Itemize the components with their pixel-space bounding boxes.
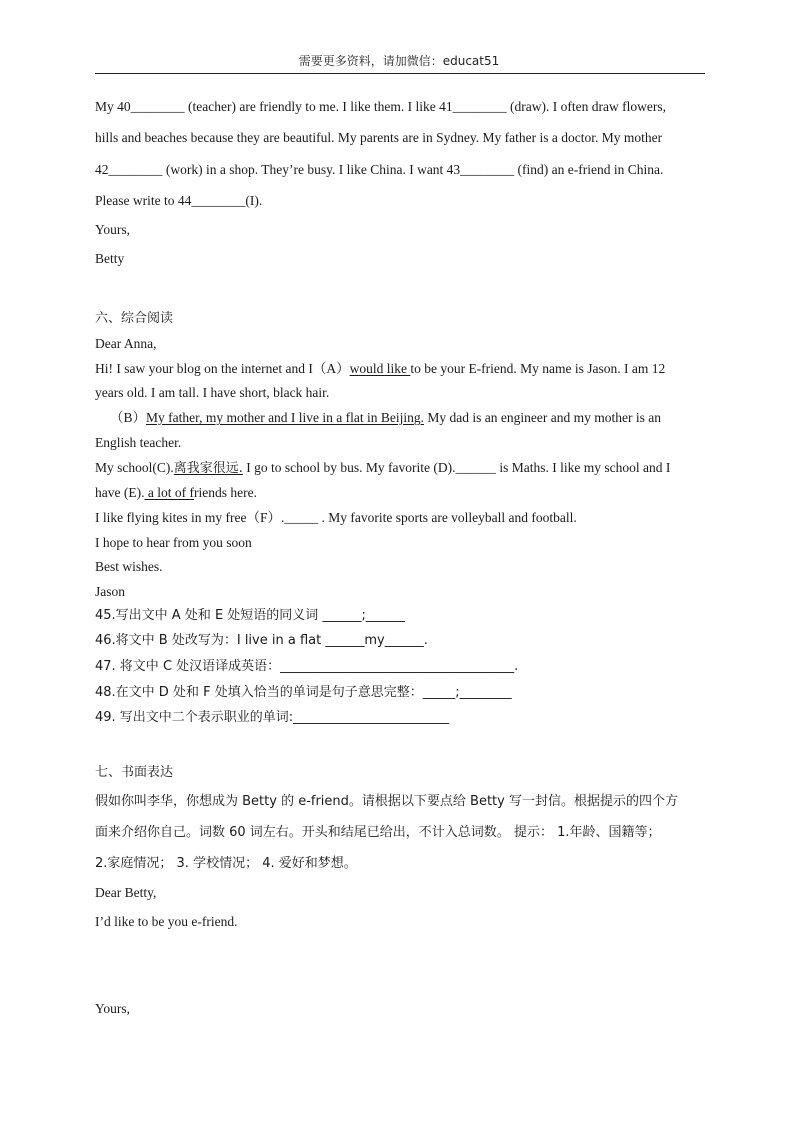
reading-p3b-rest: riends here. (193, 485, 257, 500)
reading-p3-pre: My school(C). (95, 460, 174, 475)
reading-signature: Jason (95, 584, 125, 599)
reading-paragraph-6: Best wishes. (95, 559, 163, 574)
reading-paragraph-1 (95, 362, 665, 376)
question-45: 45.写出文中 A 处和 E 处短语的同义词 ______;______ (95, 608, 405, 623)
writing-instruction-3: 2.家庭情况； 3. 学校情况； 4. 爱好和梦想。 (95, 856, 357, 871)
reading-mark-b: My father, my mother and I live in a flat in Beijing. (146, 410, 425, 425)
question-46: 46.将文中 B 处改写为：I live in a flat ______my______. (95, 633, 428, 648)
question-47: 47. 将文中 C 处汉语译成英语：____________________________________. (95, 659, 519, 674)
reading-p1-text: Hi! I saw your blog on the internet and I（A） (95, 361, 350, 376)
writing-instruction-2: 面来介绍你自己。词数 60 词左右。开头和结尾已给出，不计入总词数。 提示： 1.年龄、国籍等； (95, 825, 661, 840)
letter-signature: Betty (95, 251, 125, 266)
reading-paragraph-5: I hope to hear from you soon (95, 535, 252, 550)
section-6-title: 六、综合阅读 (95, 311, 174, 326)
writing-greeting: Dear Betty, (95, 885, 157, 900)
reading-p2-rest: My dad is an engineer and my mother is an (424, 410, 661, 425)
reading-paragraph-2 (110, 411, 661, 425)
reading-greeting: Dear Anna, (95, 336, 157, 351)
letter-line-4: Please write to 44________(I). (95, 193, 263, 208)
reading-mark-e: a lot of f (144, 485, 194, 500)
letter-closing: Yours, (95, 222, 131, 237)
letter-line-3: 42________ (work) in a shop. They’re busy. I like China. I want 43________ (find) an e-friend in China. (95, 162, 664, 177)
reading-paragraph-3b (95, 486, 257, 500)
writing-closing: Yours, (95, 1001, 131, 1016)
reading-mark-c: 离我家很远. (173, 461, 243, 476)
reading-p3-rest: I go to school by bus. My favorite (D).______ is Maths. I like my school and I (242, 460, 671, 475)
writing-opening: I’d like to be you e-friend. (95, 914, 238, 929)
reading-mark-a: would like (349, 361, 411, 376)
page-header: 需要更多资料，请加微信：educat51 (298, 54, 500, 68)
question-49: 49. 写出文中二个表示职业的单词:________________________ (95, 710, 450, 725)
writing-instruction-1: 假如你叫李华，你想成为 Betty 的 e-friend。请根据以下要点给 Betty 写一封信。根据提示的四个方 (95, 794, 678, 809)
reading-p3b-pre: have (E). (95, 485, 145, 500)
reading-paragraph-3 (95, 461, 670, 475)
section-7-title: 七、书面表达 (95, 765, 174, 780)
letter-line-2: hills and beaches because they are beautiful. My parents are in Sydney. My father is a doctor. My mother (95, 130, 663, 145)
reading-mark-b-label: （B） (110, 410, 147, 425)
reading-paragraph-1b: years old. I am tall. I have short, black hair. (95, 385, 330, 400)
question-48: 48.在文中 D 处和 F 处填入恰当的单词是句子意思完整：_____;________ (95, 685, 512, 700)
header-divider (95, 73, 705, 74)
letter-line-1: My 40________ (teacher) are friendly to me. I like them. I like 41________ (draw). I often draw flowers, (95, 99, 666, 114)
reading-paragraph-2b: English teacher. (95, 435, 182, 450)
reading-p1-rest: to be your E-friend. My name is Jason. I am 12 (410, 361, 666, 376)
reading-paragraph-4: I like flying kites in my free（F）._____ . My favorite sports are volleyball and football. (95, 510, 577, 525)
